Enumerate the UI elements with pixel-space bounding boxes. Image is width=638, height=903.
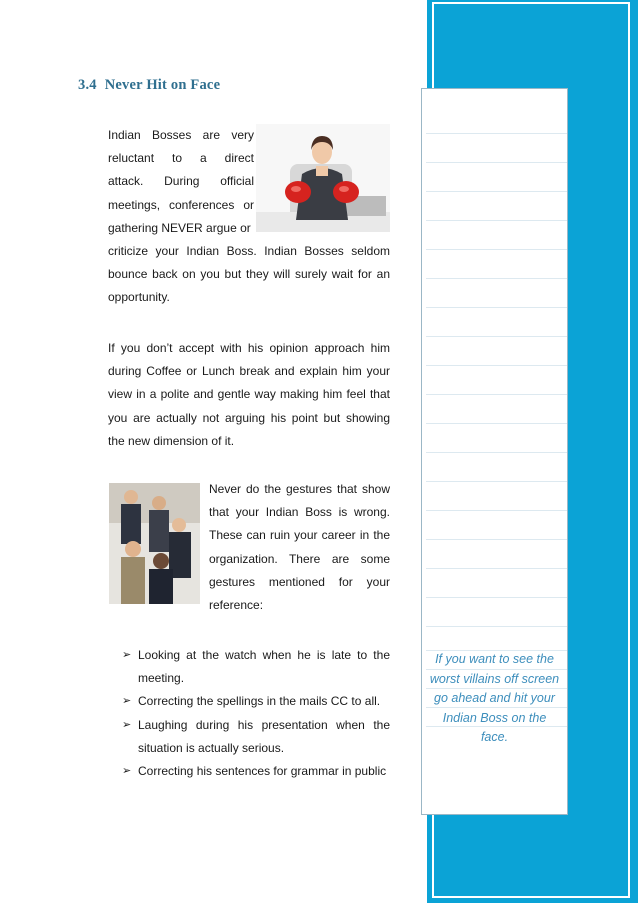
sidebar-rule bbox=[426, 133, 567, 134]
boxing-woman-illustration bbox=[256, 124, 390, 232]
text-line: opportunity. bbox=[108, 290, 170, 305]
list-item bbox=[122, 644, 390, 690]
paragraph-1-wrapped bbox=[108, 124, 254, 240]
sidebar-rule bbox=[426, 307, 567, 308]
arrowhead-bullet-icon: ➢ bbox=[122, 695, 132, 708]
sidebar-rule bbox=[426, 191, 567, 192]
arrowhead-bullet-icon: ➢ bbox=[122, 718, 132, 731]
arrowhead-bullet-icon: ➢ bbox=[122, 765, 132, 778]
business-meeting-photo bbox=[109, 483, 200, 604]
list-item bbox=[122, 690, 390, 713]
sidebar-rule bbox=[426, 626, 567, 627]
sidebar-rule bbox=[426, 597, 567, 598]
sidebar-quote-box bbox=[421, 88, 568, 815]
text-line: attack. During official bbox=[108, 174, 254, 189]
business-group-illustration bbox=[109, 483, 200, 604]
section-title: Never Hit on Face bbox=[104, 77, 221, 93]
paragraph-1-full bbox=[108, 240, 390, 310]
sidebar-rule bbox=[426, 249, 567, 250]
text-line: criticize your Indian Boss. Indian Bosses seldom bbox=[108, 244, 390, 258]
list-item-text: Looking at the watch when he is late to the meeting. bbox=[138, 648, 390, 686]
text-line: Indian Bosses are very bbox=[108, 128, 254, 142]
sidebar-rule bbox=[426, 423, 567, 424]
list-item bbox=[122, 714, 390, 760]
list-item-text: Correcting his sentences for grammar in public bbox=[138, 764, 387, 779]
sidebar-rule bbox=[426, 336, 567, 337]
list-item-text: Correcting the spellings in the mails CC to all. bbox=[138, 694, 381, 709]
section-number: 3.4 bbox=[78, 77, 97, 93]
list-item bbox=[122, 760, 390, 783]
text-line: meetings, conferences or bbox=[108, 197, 254, 212]
sidebar-rule bbox=[426, 162, 567, 163]
paragraph-3: Never do the gestures that show that your Indian Boss is wrong. These can ruin your career in the organization. There are some gestures mentioned for your reference: bbox=[209, 482, 390, 613]
sidebar-rule bbox=[426, 365, 567, 366]
sidebar-rule bbox=[426, 510, 567, 511]
sidebar-quote-text: If you want to see the worst villains off screen go ahead and hit your Indian Boss on the face. bbox=[429, 652, 560, 744]
arrowhead-bullet-icon: ➢ bbox=[122, 649, 132, 661]
gestures-list bbox=[122, 644, 390, 783]
sidebar-rule bbox=[426, 220, 567, 221]
paragraph-2: If you don’t accept with his opinion approach him during Coffee or Lunch break and explain him your view in a polite and gentle way making him feel that you are actually not arguing his point but showing the new dimension of it. bbox=[108, 341, 390, 448]
sidebar-rule bbox=[426, 539, 567, 540]
text-line: bounce back on you but they will surely wait for an bbox=[108, 267, 390, 282]
sidebar-rule bbox=[426, 278, 567, 279]
sidebar-rule bbox=[426, 394, 567, 395]
text-line: gathering NEVER argue or bbox=[108, 220, 251, 235]
section-heading bbox=[78, 77, 220, 94]
sidebar-rule bbox=[426, 568, 567, 569]
sidebar-rule bbox=[426, 452, 567, 453]
text-line: reluctant to a direct bbox=[108, 151, 254, 166]
boss-boxing-gloves-photo bbox=[256, 124, 390, 232]
sidebar-rule bbox=[426, 481, 567, 482]
list-item-text: Laughing during his presentation when the situation is actually serious. bbox=[138, 717, 390, 755]
